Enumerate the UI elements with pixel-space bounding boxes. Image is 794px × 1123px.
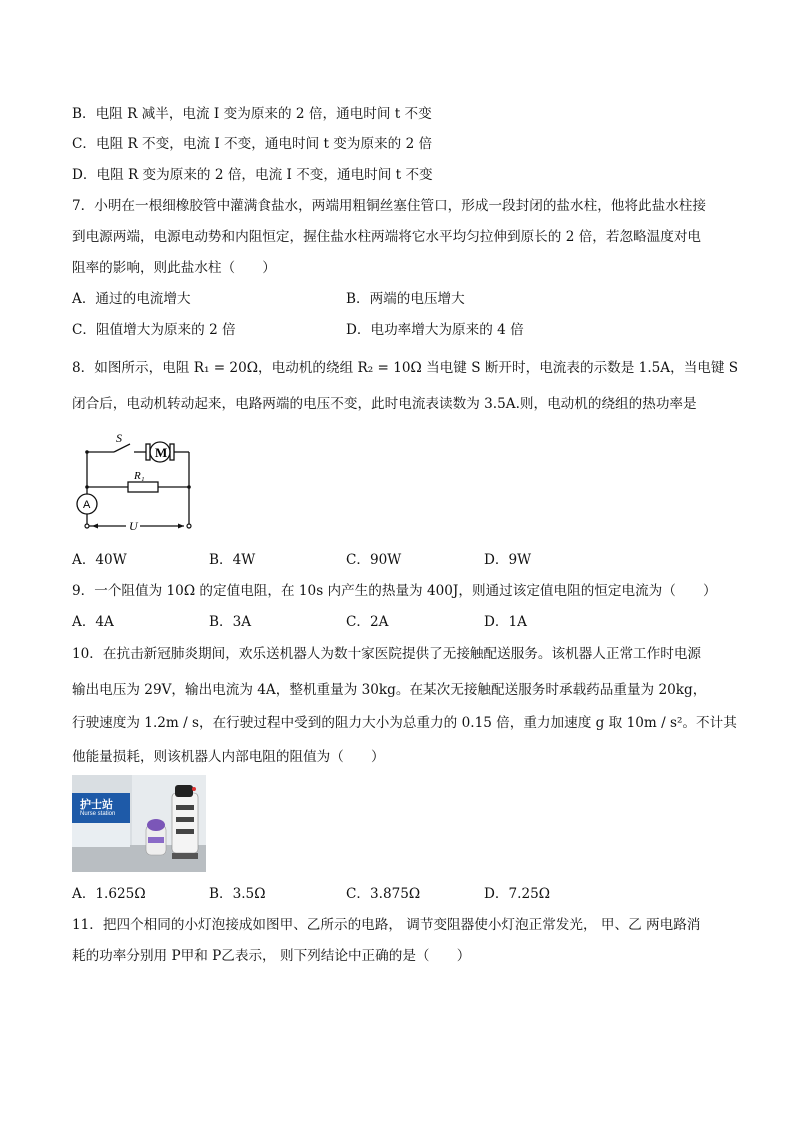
q8-stem-line-2: 闭合后，电动机转动起来，电路两端的电压不变，此时电流表读数为 3.5A.则，电动机的绕组的热功率是 xyxy=(72,396,697,412)
q10-option-a: A．1.625Ω xyxy=(72,886,146,902)
motor-label: M xyxy=(155,445,168,460)
q11-stem-line-2: 耗的功率分别用 P甲和 P乙表示， 则下列结论中正确的是（ ） xyxy=(72,948,471,964)
q8-stem-line-1: 8．如图所示，电阻 R₁ = 20Ω，电动机的绕组 R₂ = 10Ω 当电键 S 断开时，电流表的示数是 1.5A，当电键 S xyxy=(72,360,739,376)
q11-stem-line-1: 11．把四个相同的小灯泡接成如图甲、乙所示的电路， 调节变阻器使小灯泡正常发光， 甲、乙 两电路消 xyxy=(72,917,701,933)
circuit-diagram xyxy=(72,430,192,530)
q8-option-d: D．9W xyxy=(484,552,532,568)
q10-option-b: B．3.5Ω xyxy=(209,886,266,902)
q8-option-c: C．90W xyxy=(346,552,402,568)
q9-option-a: A．4A xyxy=(72,614,114,630)
q9-option-b: B．3A xyxy=(209,614,252,630)
robot-photo xyxy=(72,775,206,872)
switch-label: S xyxy=(116,431,122,445)
q6-option-d: D．电阻 R 变为原来的 2 倍，电流 I 不变，通电时间 t 不变 xyxy=(72,167,433,183)
q7-option-a: A．通过的电流增大 xyxy=(72,291,191,307)
q10-stem-line-2: 输出电压为 29V，输出电流为 4A，整机重量为 30kg。在某次无接触配送服务时承载药品重量为 20kg， xyxy=(72,682,707,698)
q10-stem-line-1: 10．在抗击新冠肺炎期间，欢乐送机器人为数十家医院提供了无接触配送服务。该机器人正常工作时电源 xyxy=(72,646,702,662)
q8-option-b: B．4W xyxy=(209,552,256,568)
q7-stem-line-1: 7．小明在一根细橡胶管中灌满食盐水，两端用粗铜丝塞住管口，形成一段封闭的盐水柱，他将此盐水柱接 xyxy=(72,198,706,214)
q10-option-c: C．3.875Ω xyxy=(346,886,421,902)
q7-option-d: D．电功率增大为原来的 4 倍 xyxy=(346,322,524,338)
q7-option-c: C．阻值增大为原来的 2 倍 xyxy=(72,322,236,338)
nurse-station-sign-en: Nurse station xyxy=(80,811,116,817)
q10-stem-line-3: 行驶速度为 1.2m / s，在行驶过程中受到的阻力大小为总重力的 0.15 倍，重力加速度 g 取 10m / s²。不计其 xyxy=(72,715,737,731)
q7-stem-line-2: 到电源两端，电源电动势和内阻恒定，握住盐水柱两端将它水平均匀拉伸到原长的 2 倍，若忽略温度对电 xyxy=(72,229,702,245)
resistor-label: R₁ xyxy=(134,470,145,482)
ammeter-label: A xyxy=(83,499,91,511)
nurse-station-sign: 护士站 xyxy=(80,798,113,811)
q6-option-b: B．电阻 R 减半，电流 I 变为原来的 2 倍，通电时间 t 不变 xyxy=(72,106,432,122)
q10-stem-line-4: 他能量损耗，则该机器人内部电阻的阻值为（ ） xyxy=(72,749,385,765)
q7-option-b: B．两端的电压增大 xyxy=(346,291,465,307)
q7-stem-line-3: 阻率的影响，则此盐水柱（ ） xyxy=(72,260,276,276)
q8-option-a: A．40W xyxy=(72,552,127,568)
q6-option-c: C．电阻 R 不变，电流 I 不变，通电时间 t 变为原来的 2 倍 xyxy=(72,136,433,152)
q10-option-d: D．7.25Ω xyxy=(484,886,551,902)
q9-stem-line-1: 9．一个阻值为 10Ω 的定值电阻，在 10s 内产生的热量为 400J，则通过该定值电阻的恒定电流为（ ） xyxy=(72,583,717,599)
q9-option-c: C．2A xyxy=(346,614,389,630)
q9-option-d: D．1A xyxy=(484,614,527,630)
voltage-label: U xyxy=(129,519,138,530)
